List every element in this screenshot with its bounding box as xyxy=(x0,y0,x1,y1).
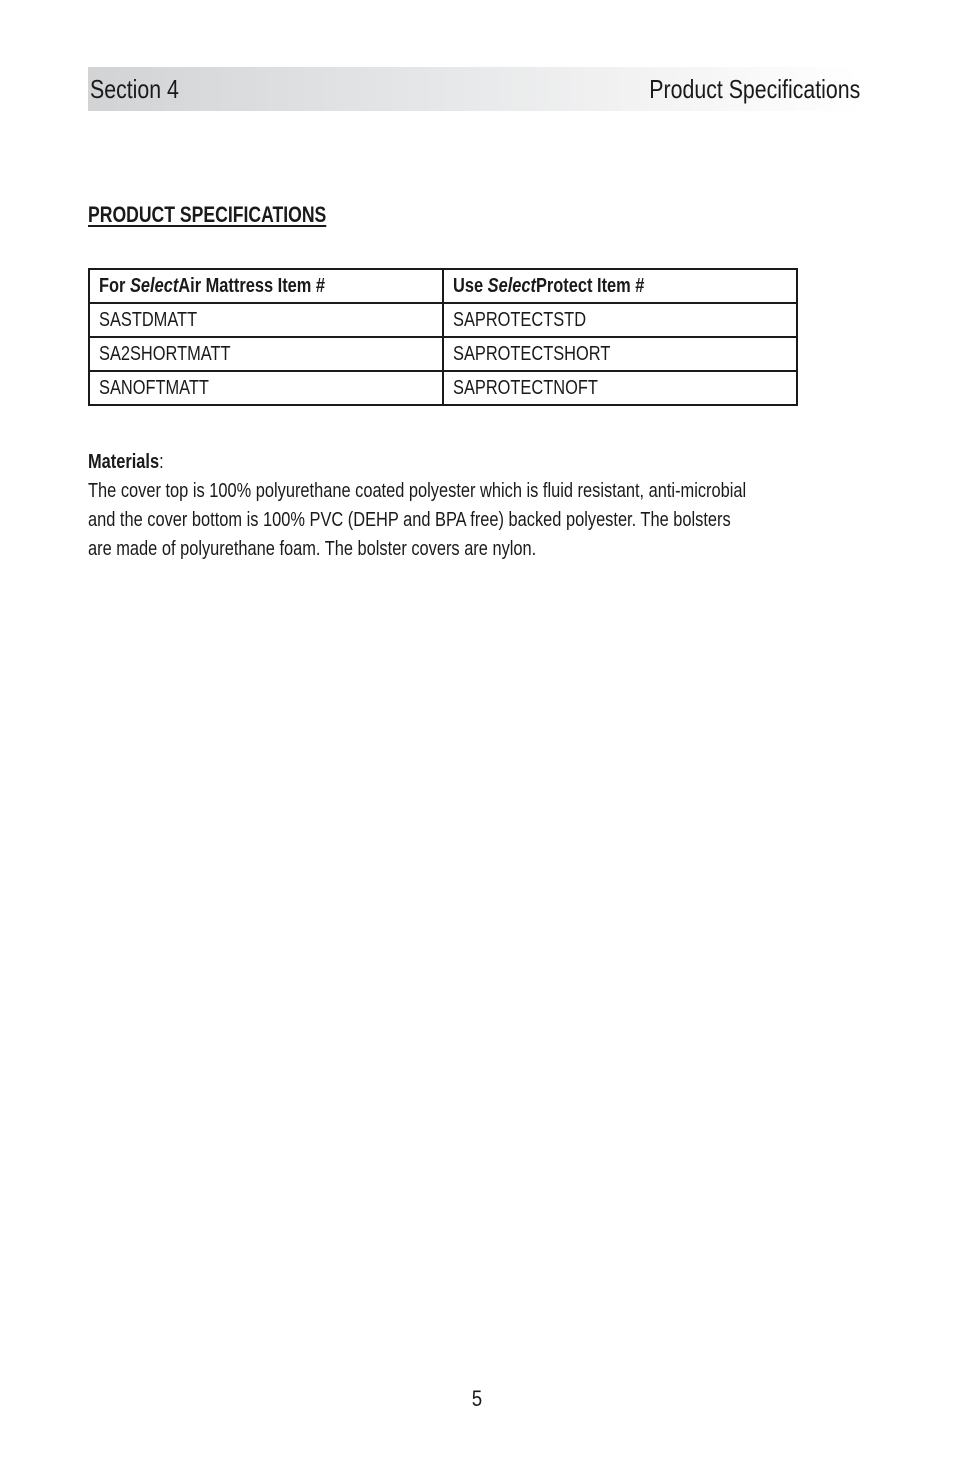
table-cell-mattress: SASTDMATT xyxy=(89,303,443,337)
materials-label: Materials xyxy=(88,451,160,473)
materials-block xyxy=(88,448,859,564)
spec-table xyxy=(88,268,798,406)
table-header-mattress: For SelectAir Mattress Item # xyxy=(89,269,443,303)
materials-colon: : xyxy=(159,451,164,473)
table-cell-mattress: SANOFTMATT xyxy=(89,371,443,405)
table-header-row xyxy=(89,269,797,303)
page-number: 5 xyxy=(471,1386,483,1411)
header-page-title: Product Specifications xyxy=(649,74,860,104)
materials-text-line: and the cover bottom is 100% PVC (DEHP and BPA free) backed polyester. The bolsters xyxy=(88,509,731,531)
materials-text-line: The cover top is 100% polyurethane coated polyester which is fluid resistant, anti-microbial xyxy=(88,480,747,502)
materials-label-line xyxy=(88,448,859,477)
table-cell-protect: SAPROTECTSHORT xyxy=(443,337,797,371)
section-heading: PRODUCT SPECIFICATIONS xyxy=(88,202,327,227)
table-row xyxy=(89,371,797,405)
table-header-protect: Use SelectProtect Item # xyxy=(443,269,797,303)
table-row xyxy=(89,337,797,371)
table-row xyxy=(89,303,797,337)
table-cell-mattress: SA2SHORTMATT xyxy=(89,337,443,371)
table-cell-protect: SAPROTECTSTD xyxy=(443,303,797,337)
materials-text-line: are made of polyurethane foam. The bolster covers are nylon. xyxy=(88,538,537,560)
table-cell-protect: SAPROTECTNOFT xyxy=(443,371,797,405)
header-section-label: Section 4 xyxy=(90,74,179,104)
